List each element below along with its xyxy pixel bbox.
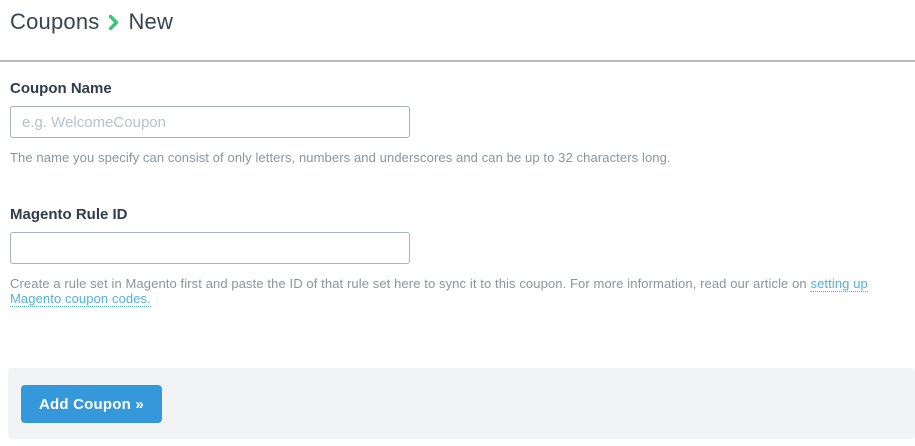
magento-rule-id-help [10,276,905,306]
coupon-name-help: The name you specify can consist of only letters, numbers and underscores and can be up to 32 characters long. [10,150,671,165]
add-coupon-button[interactable]: Add Coupon » [21,385,162,423]
breadcrumb-item-coupons[interactable]: Coupons [10,9,100,34]
action-bar [8,368,915,439]
magento-coupon-codes-link[interactable]: setting up Magento coupon codes. [10,276,868,306]
coupon-form [0,62,915,306]
chevron-right-icon [108,15,119,30]
page-header [0,0,915,62]
magento-rule-id-input[interactable] [10,232,410,264]
magento-rule-id-help-text: Create a rule set in Magento first and paste the ID of that rule set here to sync it to this coupon. For more information, read our article on [10,276,811,291]
magento-rule-id-field [10,206,905,306]
breadcrumb-item-new: New [128,9,174,34]
coupon-name-field [10,80,905,165]
magento-rule-id-label: Magento Rule ID [10,206,128,223]
breadcrumb [10,9,173,35]
coupon-name-input[interactable] [10,106,410,138]
coupon-name-label: Coupon Name [10,80,112,97]
